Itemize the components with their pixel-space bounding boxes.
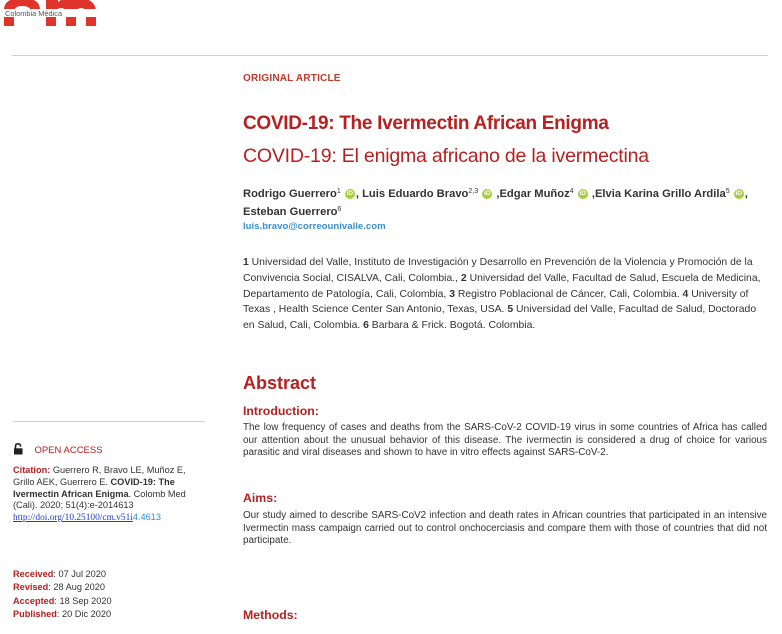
author-affiliation-sup: 2,3	[468, 188, 479, 195]
affiliation-text: Universidad del Valle, Facultad de Salud, Escuela de Medicina, Departamento de Patología, Cali, Colombia,	[243, 272, 761, 300]
author-name: Luis Eduardo Bravo	[362, 188, 469, 200]
affiliations	[243, 255, 767, 334]
date-row: Accepted: 18 Sep 2020	[13, 595, 112, 606]
affiliation-text: University of Texas , Health Science Center San Antonio, Texas, USA.	[243, 288, 749, 316]
date-label: Revised	[13, 582, 49, 593]
article-type: ORIGINAL ARTICLE	[243, 73, 341, 84]
affiliation-text: Registro Poblacional de Cáncer, Cali, Colombia.	[454, 288, 683, 300]
affiliation-text: Barbara & Frick. Bogotá. Colombia.	[368, 320, 536, 332]
date-label: Accepted	[13, 595, 55, 606]
section-title-methods: Methods:	[243, 608, 298, 622]
citation-title: COVID-19: The Ivermectin African Enigma	[13, 476, 175, 499]
orcid-icon[interactable]: iD	[579, 190, 586, 197]
section-text-introduction: The low frequency of cases and deaths from the SARS-CoV-2 COVID-19 virus in some countries of Africa has called our attention about the unusual behavior of this disease. The ivermectin is considered a drug of choice for various parasitic and viral diseases and shown to have in vitro effects against SARS-CoV-2.	[243, 422, 767, 459]
affiliation-number: 5	[507, 304, 514, 316]
date-row: Published: 20 Dic 2020	[13, 608, 112, 619]
date-value: 07 Jul 2020	[58, 569, 106, 579]
affiliation-text: Universidad del Valle, Facultad de Salud, Doctorado en Salud, Cali, Colombia.	[243, 304, 757, 332]
author-affiliation-sup: 4	[569, 188, 574, 195]
affiliation-number: 6	[363, 320, 369, 332]
orcid-icon[interactable]: iD	[735, 190, 742, 197]
section-title-introduction: Introduction:	[243, 404, 319, 418]
section-title-aims: Aims:	[243, 491, 278, 505]
title-english: COVID-19: The Ivermectin African Enigma	[243, 113, 609, 134]
article-dates	[13, 568, 205, 621]
orcid-icon[interactable]: iD	[346, 190, 354, 197]
sidebar-divider	[13, 421, 205, 422]
abstract-heading: Abstract	[243, 373, 317, 393]
open-access-label: OPEN ACCESS	[34, 445, 103, 456]
orcid-icon[interactable]: iD	[484, 190, 491, 197]
title-spanish: COVID-19: El enigma africano de la ivermectina	[243, 145, 649, 167]
affiliation-number: 4	[682, 288, 689, 300]
logo-text: Colombia Médica	[5, 9, 63, 18]
unlock-icon	[13, 442, 24, 460]
citation	[13, 465, 205, 525]
author-name: Esteban Guerrero	[243, 206, 338, 218]
citation-authors: Guerrero R, Bravo LE, Muñoz E, Grillo AEK, Guerrero E.	[13, 465, 186, 487]
journal-logo[interactable]	[0, 0, 110, 26]
citation-source: . Colomb Med (Cali). 2020; 51(4):e-2014613	[13, 488, 186, 511]
affiliation-number: 2	[460, 272, 467, 284]
date-row: Revised: 28 Aug 2020	[13, 582, 105, 593]
date-value: 18 Sep 2020	[59, 595, 112, 606]
author-affiliation-sup: 6	[337, 206, 342, 213]
citation-label: Citation:	[13, 465, 51, 475]
author-affiliation-sup: 1	[336, 188, 341, 195]
doi-tail[interactable]: 4.4613	[132, 512, 161, 523]
date-row: Received: 07 Jul 2020	[13, 569, 106, 579]
affiliation-number: 3	[449, 288, 455, 300]
section-text-aims: Our study aimed to describe SARS-CoV2 infection and death rates in African countries that participated in an intensive Ivermectin mass campaign carried out to control onchocerciasis and compare them with those of countries that did not participate.	[243, 510, 767, 547]
date-label: Received	[13, 569, 54, 579]
author-affiliation-sup: 5	[725, 188, 730, 195]
author-name: Edgar Muñoz	[499, 188, 570, 200]
date-value: 20 Dic 2020	[62, 608, 112, 619]
corresponding-email[interactable]: luis.bravo@correounivalle.com	[243, 221, 386, 232]
doi-link[interactable]: http://doi.org/10.25100/cm.v51i	[13, 513, 133, 524]
date-value: 28 Aug 2020	[53, 582, 105, 593]
affiliation-text: Universidad del Valle, Instituto de Investigación y Desarrollo en Prevención de la Violencia y Promoción de la Convivencia Social, CISALVA, Cali, Colombia.,	[243, 257, 753, 284]
author-name: Elvia Karina Grillo Ardila	[594, 188, 726, 200]
header-divider	[12, 55, 768, 56]
open-access[interactable]	[13, 440, 205, 460]
date-label: Published	[13, 608, 57, 619]
affiliation-number: 1	[243, 257, 249, 268]
author-name: Rodrigo Guerrero	[243, 188, 337, 200]
author-list: Rodrigo Guerrero$^1$ iD , Luis Eduardo Bravo$^{2,3}$ iD ,Edgar Muñoz$^4$ iD ,Elvia Karina Grillo Ardila$^5$ iD , Esteban Guerrero$^6$	[243, 188, 748, 218]
